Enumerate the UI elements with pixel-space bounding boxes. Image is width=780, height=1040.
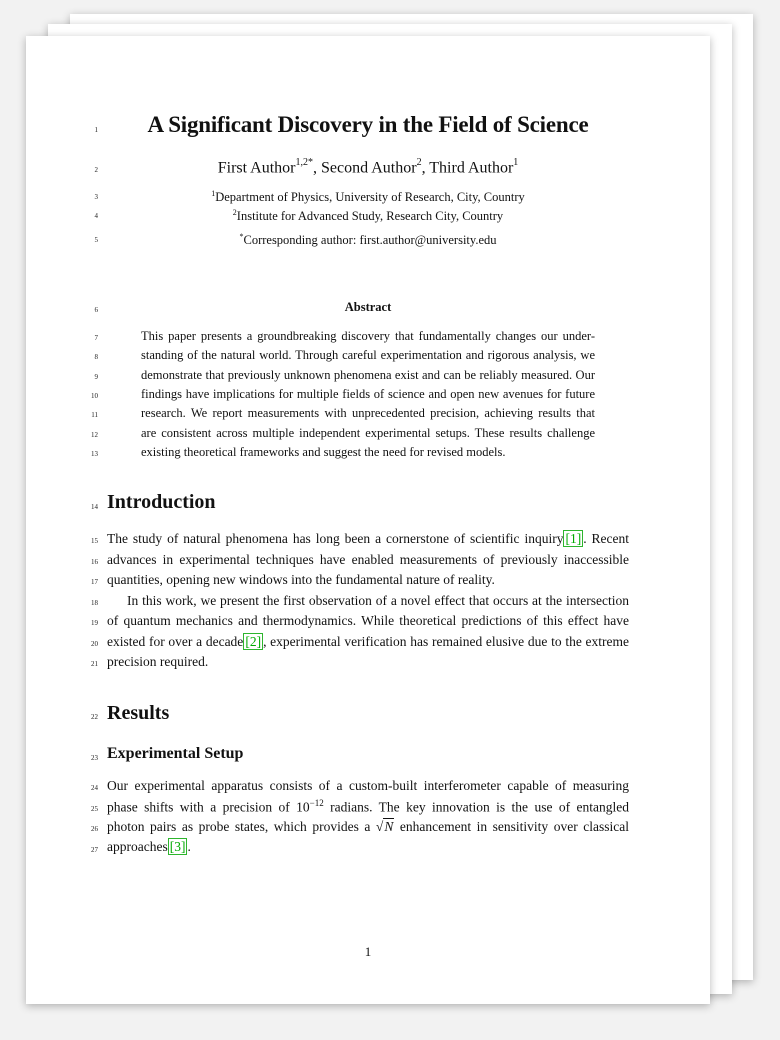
line-number: 13 <box>91 450 98 458</box>
author-affiliation-mark: 2 <box>416 157 422 168</box>
author-name: , Third Author <box>421 159 514 177</box>
body-line: Our experimental apparatus consists of a custom-built interferometer capable of measuring <box>107 778 629 793</box>
abstract-line: findings have implications for multiple fields of science and open new avenues for future <box>141 387 595 401</box>
abstract-line: research. We report measurements with unprecedented precision, achieving results that <box>141 406 595 420</box>
line-number: 26 <box>91 825 98 833</box>
author-list <box>26 158 710 177</box>
abstract-line: existing theoretical frameworks and suggest the need for revised models. <box>141 445 506 459</box>
affiliation-text: Institute for Advanced Study, Research City, Country <box>236 209 504 224</box>
abstract-line: are consistent across multiple independent experimental setups. These results challenge <box>141 426 595 440</box>
line-number: 4 <box>94 212 98 220</box>
line-number: 21 <box>91 660 98 668</box>
line-number: 27 <box>91 846 98 854</box>
line-number: 8 <box>94 353 98 361</box>
author-name: , Second Author <box>313 159 417 177</box>
corresponding-author-text: Corresponding author: first.author@university.edu <box>243 233 497 248</box>
author-affiliation-mark: 1 <box>513 157 519 168</box>
abstract-heading: Abstract <box>344 300 392 314</box>
line-number: 23 <box>91 754 98 762</box>
page-number: 1 <box>364 944 372 959</box>
line-number: 3 <box>94 193 98 201</box>
exponent: −12 <box>309 798 324 808</box>
body-line: advances in experimental techniques have enabled measurements of previously inaccessible <box>107 552 629 567</box>
affiliation-text: Department of Physics, University of Research, City, Country <box>215 190 525 205</box>
body-line: existed for over a decade [2] , experimental verification has remained elusive due to the extreme <box>107 634 629 649</box>
body-line: of quantum mechanics and thermodynamics. While theoretical predictions of this effect have <box>107 613 629 628</box>
subsection-heading: Experimental Setup <box>107 745 244 762</box>
body-line: quantities, opening new windows into the fundamental nature of reality. <box>107 572 495 587</box>
author-affiliation-mark: 1,2* <box>295 157 314 168</box>
line-number: 12 <box>91 431 98 439</box>
paper-page <box>26 36 710 1004</box>
body-line: The study of natural phenomena has long been a cornerstone of scientific inquiry [1] . Recent <box>107 531 629 546</box>
abstract-line: demonstrate that previously unknown phenomena exist and can be reliably measured. Our <box>141 368 595 382</box>
citation-link[interactable]: [3] <box>169 839 186 854</box>
line-number: 10 <box>91 392 98 400</box>
line-number: 5 <box>94 236 98 244</box>
affiliation-mark: * <box>239 232 244 241</box>
affiliation <box>26 208 710 224</box>
body-line: photon pairs as probe states, which provides a √N enhancement in sensitivity over classical <box>107 819 629 834</box>
line-number: 19 <box>91 619 98 627</box>
line-number: 18 <box>91 599 98 607</box>
affiliation-mark: 1 <box>211 189 216 198</box>
line-number: 6 <box>94 306 98 314</box>
line-number: 22 <box>91 713 98 721</box>
line-number: 9 <box>94 373 98 381</box>
citation-link[interactable]: [1] <box>565 531 582 546</box>
line-number: 20 <box>91 640 98 648</box>
abstract-line: standing of the natural world. Through careful experimentation and rigorous analysis, we <box>141 348 595 362</box>
section-heading-introduction: Introduction <box>107 491 216 513</box>
line-number: 1 <box>94 126 98 134</box>
line-number: 25 <box>91 805 98 813</box>
line-number: 17 <box>91 578 98 586</box>
body-line: phase shifts with a precision of $10^{-12}$ radians. The key innovation is the use of entangled <box>107 798 629 815</box>
corresponding-author <box>26 232 710 248</box>
line-number: 11 <box>91 411 98 419</box>
line-number: 24 <box>91 784 98 792</box>
line-number: 7 <box>94 334 98 342</box>
line-number: 2 <box>94 166 98 174</box>
body-line: In this work, we present the first observation of a novel effect that occurs at the intersection <box>127 593 629 608</box>
line-number: 16 <box>91 558 98 566</box>
affiliation <box>26 189 710 205</box>
line-number: 14 <box>91 503 98 511</box>
citation-link[interactable]: [2] <box>245 634 262 649</box>
line-number: 15 <box>91 537 98 545</box>
sqrt-expression: √N <box>375 819 394 834</box>
body-line: precision required. <box>107 654 209 669</box>
abstract-line: This paper presents a groundbreaking discovery that fundamentally changes our under- <box>141 329 595 343</box>
paper-title: A Significant Discovery in the Field of Science <box>147 112 589 137</box>
section-heading-results: Results <box>107 702 170 724</box>
affiliation-mark: 2 <box>232 208 237 217</box>
author-name: First Author <box>217 159 296 177</box>
body-line: approaches [3] . <box>107 839 191 854</box>
